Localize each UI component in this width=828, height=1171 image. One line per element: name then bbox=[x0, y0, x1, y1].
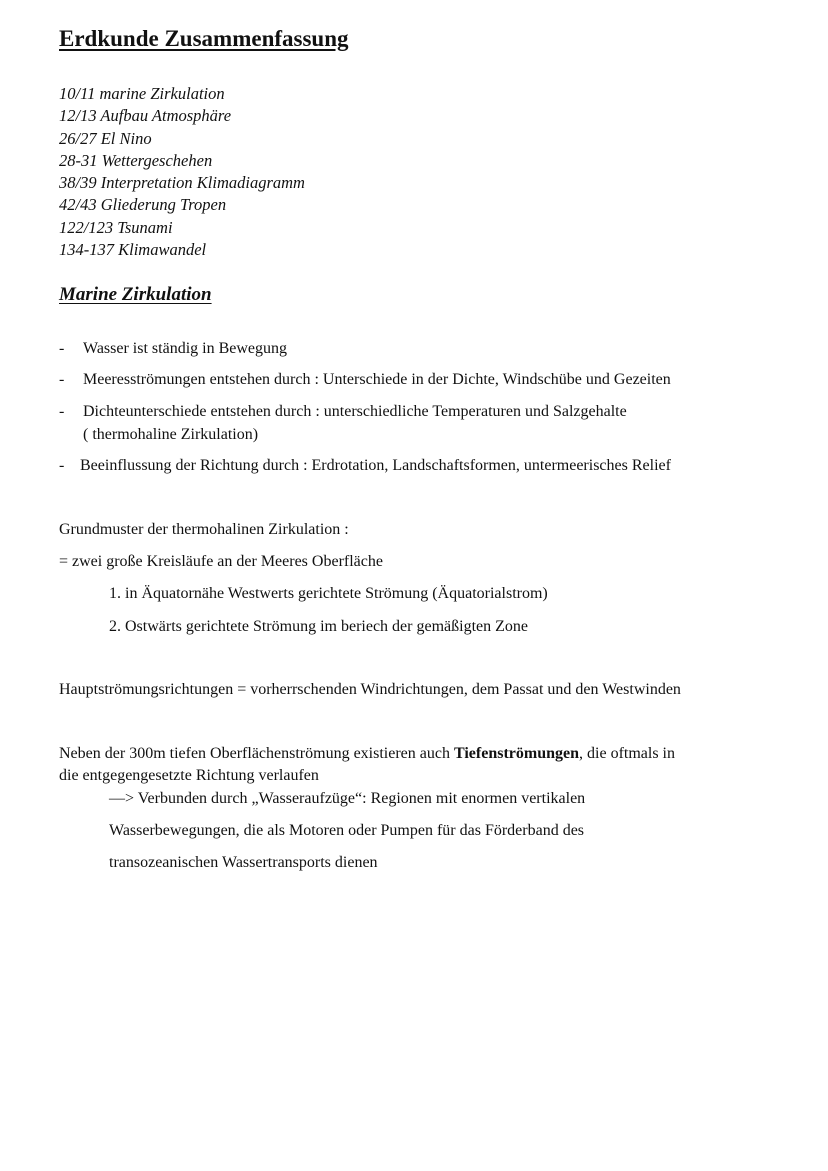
tiefen-text-after: , die oftmals in bbox=[579, 745, 675, 762]
numbered-item: 2. Ostwärts gerichtete Strömung im beriech der gemäßigten Zone bbox=[109, 618, 528, 635]
toc-item: 38/39 Interpretation Klimadiagramm bbox=[59, 173, 305, 193]
page-title: Erdkunde Zusammenfassung bbox=[59, 26, 349, 51]
bullet-dash: - bbox=[59, 371, 65, 388]
bullet-continuation: ( thermohaline Zirkulation) bbox=[83, 426, 259, 443]
numbered-item: 1. in Äquatornähe Westwerts gerichtete Strömung (Äquatorialstrom) bbox=[109, 585, 548, 602]
bullet-text: Beeinflussung der Richtung durch : Erdrotation, Landschaftsformen, untermeerisches Relief bbox=[80, 457, 671, 474]
toc-item: 122/123 Tsunami bbox=[59, 217, 173, 237]
bullet-dash: - bbox=[59, 403, 65, 420]
toc-item: 12/13 Aufbau Atmosphäre bbox=[59, 106, 232, 126]
bullet-text: Wasser ist ständig in Bewegung bbox=[83, 340, 288, 357]
arrow-line: transozeanischen Wassertransports dienen bbox=[109, 854, 378, 871]
bullet-dash: - bbox=[59, 457, 65, 474]
toc-item: 42/43 Gliederung Tropen bbox=[59, 195, 227, 215]
grundmuster-heading: Grundmuster der thermohalinen Zirkulation : bbox=[59, 521, 349, 538]
table-of-contents bbox=[59, 83, 305, 261]
toc-item: 134-137 Klimawandel bbox=[59, 240, 207, 260]
grundmuster-line: = zwei große Kreisläufe an der Meeres Oberfläche bbox=[59, 553, 383, 570]
bullet-text: Dichteunterschiede entstehen durch : unterschiedliche Temperaturen und Salzgehalte bbox=[83, 403, 627, 420]
section-title: Marine Zirkulation bbox=[59, 284, 212, 305]
toc-item: 28-31 Wettergeschehen bbox=[59, 150, 213, 170]
tiefen-paragraph bbox=[59, 743, 789, 764]
hauptstroemung-paragraph: Hauptströmungsrichtungen = vorherrschenden Windrichtungen, dem Passat und den Westwinden bbox=[59, 681, 681, 698]
arrow-line: Wasserbewegungen, die als Motoren oder Pumpen für das Förderband des bbox=[109, 822, 585, 839]
bullet-text: Meeresströmungen entstehen durch : Unterschiede in der Dichte, Windschübe und Gezeiten bbox=[83, 371, 671, 388]
toc-item: 26/27 El Nino bbox=[59, 128, 152, 148]
bullet-dash: - bbox=[59, 340, 65, 357]
tiefen-text-before: Neben der 300m tiefen Oberflächenströmung existieren auch bbox=[59, 745, 454, 762]
tiefen-paragraph-line2: die entgegengesetzte Richtung verlaufen bbox=[59, 767, 319, 784]
arrow-line: —> Verbunden durch „Wasseraufzüge“: Regionen mit enormen vertikalen bbox=[109, 790, 586, 807]
toc-item: 10/11 marine Zirkulation bbox=[59, 84, 225, 103]
tiefen-bold-term: Tiefenströmungen bbox=[453, 745, 580, 762]
